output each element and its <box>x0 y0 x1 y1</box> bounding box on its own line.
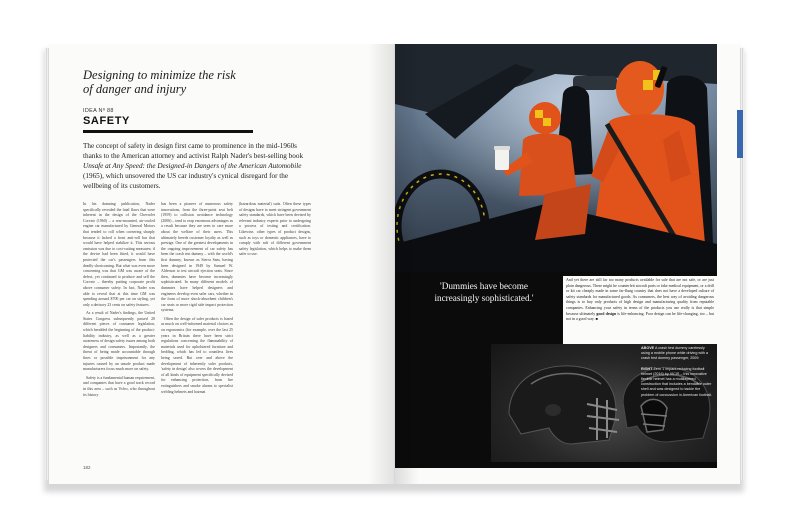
pull-quote-line-2: increasingly sophisticated.' <box>434 292 534 303</box>
body-column-2 <box>161 202 233 395</box>
body-text-emphasis: good design <box>596 311 617 316</box>
body-paragraph: Safety is a fundamental human requirement, and companies that have a good track record in this area – such as Volvo, who throughout its history <box>83 375 155 397</box>
body-paragraph: In his damning publication, Nader specifically revealed the fatal flaws that were inherent in the design of the Chevrolet Corvair (1960) – a rear-mounted, air-cooled engine car manufactured by General Motors that tended to roll when cornering sharply because it lacked a front anti-roll bar that would have helped stabilize it. This serious omission was due to cost-cutting measures; if the device had been fitted, it would have protected the car's passengers from this deadly shortcoming. But what was even more concerning was that GM was aware of the defect, yet continued to produce and sell the Corvair – thereby putting corporate profit above consumer safety. In fact, Nader was able to reveal that at this time GM was spending around $700 per car on styling, yet only a derisory 23 cents on safety features. <box>83 202 155 307</box>
body-text-2: is life-enhancing. Poor design can be life-changing, too – but not in a good way. ■ <box>566 311 714 322</box>
page-heading <box>83 68 323 96</box>
body-column-3 <box>239 202 311 258</box>
pull-quote-line-1: 'Dummies have become <box>440 281 528 291</box>
intro-paragraph <box>83 141 311 191</box>
photo-captions <box>641 346 713 403</box>
body-paragraph: As a result of Nader's findings, the United States Congress subsequently passed 20 different pieces of consumer legislation, which heralded the beginning of the product-liability industry, as well as a greater awareness of design safety issues among both designers and consumers. Importantly, the threat of being made accountable through fines or possible imprisonment for any injuries caused by an unsafe product made manufacturers focus much more on safety. <box>83 311 155 372</box>
idea-title: SAFETY <box>83 115 130 127</box>
page-edge-bookmark <box>737 110 743 158</box>
intro-text-2: (1965), which unsovered the US car industry's cynical disregard for the wellbeing of its customers. <box>83 172 289 190</box>
body-paragraph: (hazardous material) suits. Often these types of designs have to meet stringent government safety standards, which have been devised by relevant industry experts prior to undergoing a process of testing and certification. Likewise, other types of product designs, such as toys or domestic appliances, have to comply with raft of different government safety legislation, which helps to make them safer to use. <box>239 202 311 257</box>
caption-above-text: A crash test dummy carelessly using a mobile phone while driving with a crash test dummy passenger, 2009. <box>641 346 709 361</box>
caption-right <box>641 367 713 398</box>
helmet-left-icon <box>509 366 619 444</box>
title-rule <box>83 130 253 133</box>
idea-number: IDEA Nº 88 <box>83 108 114 114</box>
intro-text-1: The concept of safety in design first came to prominence in the mid-1960s thanks to the American attorney and activist Ralph Nader's best-selling book <box>83 142 304 160</box>
body-paragraph: has been a pioneer of numerous safety innovations, from the three-point seat belt (1959) to collision avoidance technology (2006) – tend to reap enormous advantages as a result because they are seen to care more about the welfare of their users. This ultimately breeds customer loyalty as well as prestige. One of the greatest developments in the ongoing improvement of car safety has been the crash test dummy – with the world's first dummy, known as Sierra Sam, having been designed in 1949 by Samuel W. Alderson to test aircraft ejection seats. Since then, dummies have become increasingly sophisticated. In many different models of dummies have helped designers and engineers develop even safer cars, whether in the form of more shock-absorbent children's car seats or more rigid side impact protection systems. <box>161 202 233 313</box>
heading-line-1: Designing to minimize the risk <box>83 68 236 82</box>
body-paragraph: Often the design of safer products is based as much on well-informed material choices as on ergonomics (for example, over the last 25 years in Britain there have been strict regulations concerning the flammability of materials used for upholstered furniture and bedding, which has led to countless lives being saved. But over and above the development of inherently safer products, 'safety in design' also covers the development of all kinds of equipment specifically devised for enhancing protection, from fire extinguishers and smoke alarms to specialist welding helmets and hazmat <box>161 316 233 394</box>
pull-quote <box>409 281 559 304</box>
gutter-shadow-left <box>368 44 394 484</box>
intro-book-title: Unsafe at Any Speed: the Designed-in Dangers of the American Automobile <box>83 162 302 170</box>
heading-line-2: of danger and injury <box>83 82 187 96</box>
page-number: 182 <box>83 465 91 470</box>
gutter-shadow-right <box>395 44 419 484</box>
right-page <box>395 44 740 484</box>
caption-above <box>641 346 713 362</box>
caption-right-label: RIGHT <box>641 366 653 371</box>
crash-test-dummy-photo <box>395 44 717 272</box>
caption-right-text: Zero 1 impact-reducing football helmet (2016) by VICIS – this innovative flexible helmet has a multilayered construction that includes a bendable outer shell and was designed to tackle the problem of concussion in American football. <box>641 366 713 397</box>
body-text-1: And yet there are still far too many products available for sale that are not safe, or are just plain dangerous. These might be counterfeit aircraft parts or fake medical equipment, or a drill or kit car cheaply made in some far-flung country that does not have a developed culture of safety standards for manufactured goods. As consumers, the best way of avoiding dangerous things is to buy only products of high design and manufacturing quality from reputable companies. Enhancing your safety in terms of the products you use really is that simple because ultimately <box>566 278 714 316</box>
body-column-1 <box>83 202 155 398</box>
caption-above-label: ABOVE <box>641 346 655 350</box>
crash-test-dummy-illustration <box>395 44 717 272</box>
left-page <box>49 44 395 484</box>
